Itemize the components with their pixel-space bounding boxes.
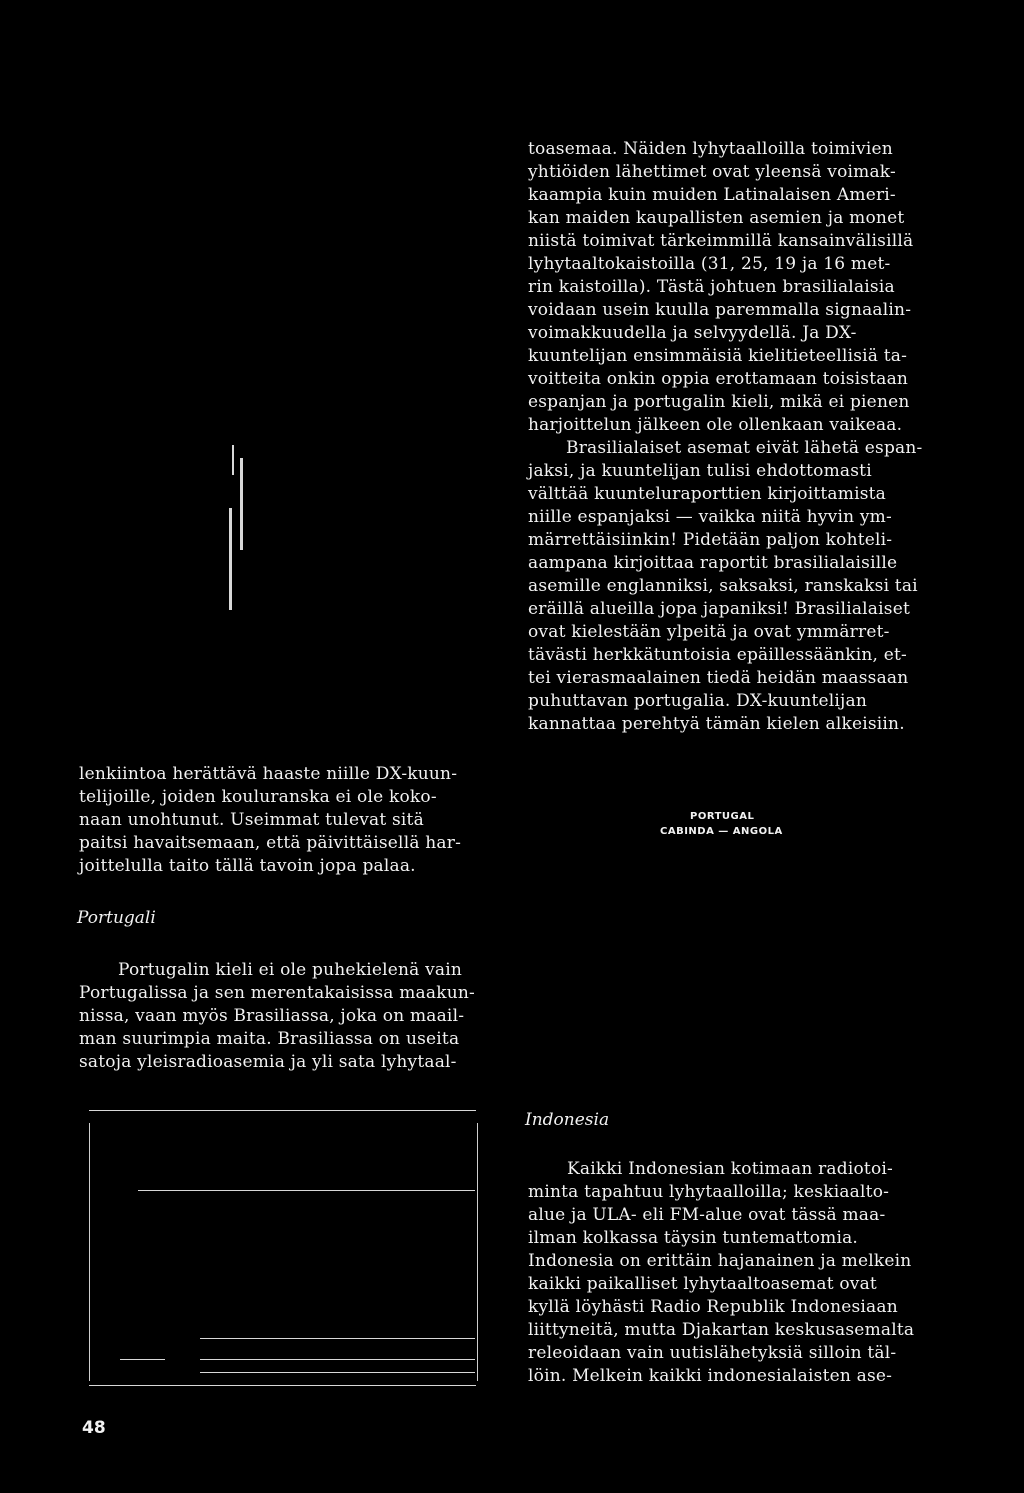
article-line: kaampia kuin muiden Latinalaisen Ameri- xyxy=(528,185,896,205)
article-line: paitsi havaitsemaan, että päivittäisellä har- xyxy=(79,833,462,853)
diagram-line xyxy=(200,1359,475,1360)
article-line: löin. Melkein kaikki indonesialaisten ase- xyxy=(528,1366,893,1386)
article-line: harjoittelun jälkeen ole ollenkaan vaikeaa. xyxy=(528,415,903,435)
article-line: nissa, vaan myös Brasiliassa, joka on maail- xyxy=(79,1006,465,1026)
article-line: puhuttavan portugalia. DX-kuuntelijan xyxy=(528,691,868,711)
article-line: telijoille, joiden kouluranska ei ole koko- xyxy=(79,787,437,807)
article-line: asemille englanniksi, saksaksi, ranskaksi tai xyxy=(528,576,918,596)
diagram-bottom-rule xyxy=(89,1385,476,1386)
article-line: kyllä löyhästi Radio Republik Indonesiaan xyxy=(528,1297,898,1317)
page-number: 48 xyxy=(82,1418,106,1438)
decorative-vertical-mark xyxy=(232,445,234,475)
diagram-frame xyxy=(89,1123,478,1381)
article-line: voidaan usein kuulla paremmalla signaalin- xyxy=(528,300,912,320)
article-line: voimakkuudella ja selvyydellä. Ja DX- xyxy=(528,323,857,343)
article-line: lenkiintoa herättävä haaste niille DX-kuun- xyxy=(79,764,458,784)
section-heading-portugali: Portugali xyxy=(77,908,156,928)
article-line: alue ja ULA- eli FM-alue ovat tässä maa- xyxy=(528,1205,886,1225)
article-line: niistä toimivat tärkeimmillä kansainvälisillä xyxy=(528,231,914,251)
article-line: satoja yleisradioasemia ja yli sata lyhytaal- xyxy=(79,1052,457,1072)
article-line: kuuntelijan ensimmäisiä kielitieteellisiä ta- xyxy=(528,346,908,366)
article-line: tei vierasmaalainen tiedä heidän maassaan xyxy=(528,668,909,688)
decorative-vertical-mark xyxy=(229,508,232,610)
article-line: märrettäisiinkin! Pidetään paljon kohteli- xyxy=(528,530,893,550)
article-line: tävästi herkkätuntoisia epäillessäänkin, et- xyxy=(528,645,907,665)
article-line: Indonesia on erittäin hajanainen ja melkein xyxy=(528,1251,912,1271)
article-line: kan maiden kaupallisten asemien ja monet xyxy=(528,208,905,228)
diagram-line xyxy=(200,1338,475,1339)
article-line: espanjan ja portugalin kieli, mikä ei pienen xyxy=(528,392,910,412)
article-line: yhtiöiden lähettimet ovat yleensä voimak- xyxy=(528,162,896,182)
article-line: kannattaa perehtyä tämän kielen alkeisiin. xyxy=(528,714,905,734)
article-line: joittelulla taito tällä tavoin jopa palaa. xyxy=(79,856,416,876)
diagram-line xyxy=(200,1372,475,1373)
article-line: man suurimpia maita. Brasiliassa on useita xyxy=(79,1029,460,1049)
article-line: välttää kuunteluraporttien kirjoittamista xyxy=(528,484,887,504)
article-line: ilman kolkassa täysin tuntemattomia. xyxy=(528,1228,859,1248)
article-line: eräillä alueilla jopa japaniksi! Brasilialaiset xyxy=(528,599,910,619)
article-line: releoidaan vain uutislähetyksiä silloin täl- xyxy=(528,1343,897,1363)
article-line: Kaikki Indonesian kotimaan radiotoi- xyxy=(567,1159,893,1179)
article-line: kaikki paikalliset lyhytaaltoasemat ovat xyxy=(528,1274,877,1294)
diagram-line xyxy=(120,1359,165,1360)
article-line: toasemaa. Näiden lyhytaalloilla toimivien xyxy=(528,139,893,159)
article-line: niille espanjaksi — vaikka niitä hyvin ym- xyxy=(528,507,892,527)
article-line: ovat kielestään ylpeitä ja ovat ymmärret- xyxy=(528,622,890,642)
article-line: Brasilialaiset asemat eivät lähetä espan- xyxy=(566,438,923,458)
article-line: lyhytaaltokaistoilla (31, 25, 19 ja 16 met- xyxy=(528,254,891,274)
section-heading-indonesia: Indonesia xyxy=(525,1110,610,1130)
article-line: aampana kirjoittaa raportit brasilialaisille xyxy=(528,553,898,573)
article-line: rin kaistoilla). Tästä johtuen brasilialaisia xyxy=(528,277,895,297)
figure-caption-cabinda-angola: CABINDA — ANGOLA xyxy=(660,826,783,837)
diagram-line xyxy=(138,1190,475,1191)
article-line: jaksi, ja kuuntelijan tulisi ehdottomasti xyxy=(528,461,872,481)
figure-caption-portugal: PORTUGAL xyxy=(690,811,755,822)
article-line: Portugalin kieli ei ole puhekielenä vain xyxy=(118,960,462,980)
article-line: minta tapahtuu lyhytaalloilla; keskiaalto- xyxy=(528,1182,890,1202)
decorative-vertical-mark xyxy=(240,458,243,550)
article-line: liittyneitä, mutta Djakartan keskusasemalta xyxy=(528,1320,915,1340)
article-line: voitteita onkin oppia erottamaan toisistaan xyxy=(528,369,909,389)
diagram-top-rule xyxy=(89,1110,476,1111)
article-line: naan unohtunut. Useimmat tulevat sitä xyxy=(79,810,424,830)
article-line: Portugalissa ja sen merentakaisissa maakun- xyxy=(79,983,475,1003)
